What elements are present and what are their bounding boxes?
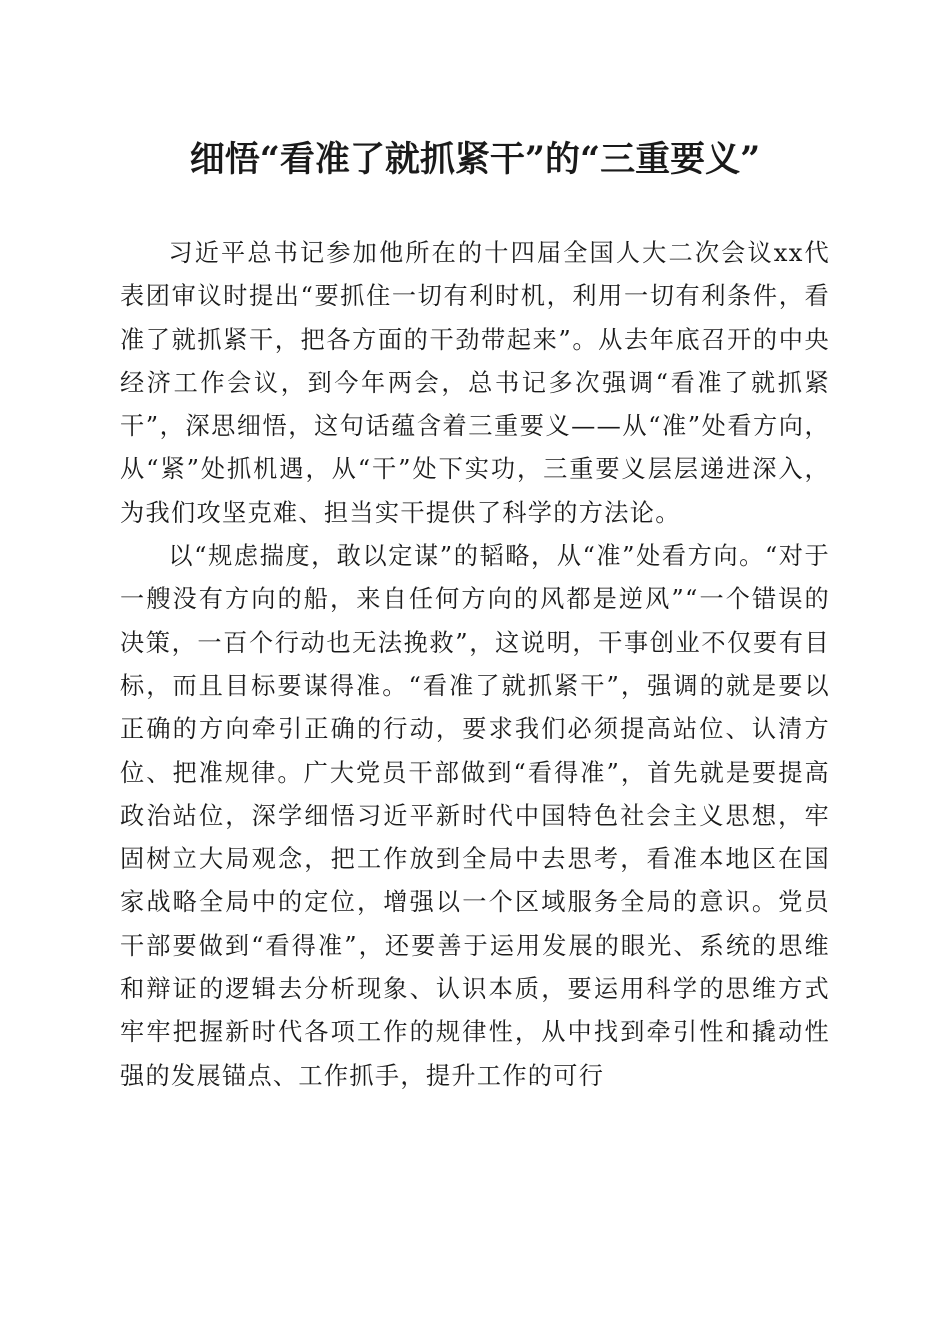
document-title: 细悟“看准了就抓紧干”的“三重要义” (189, 139, 761, 180)
paragraph-intro: 习近平总书记参加他所在的十四届全国人大二次会议xx代表团审议时提出“要抓住一切有利时机，利用一切有利条件，看准了就抓紧干，把各方面的干劲带起来”。从去年底召开的中央经济工作会议，到今年两会，总书记多次强调“看准了就抓紧干”，深思细悟，这句话蕴含着三重要义——从“准”处看方向，从“紧”处抓机遇，从“干”处下实功，三重要义层层递进深入，为我们攻坚克难、担当实干提供了科学的方法论。 (120, 239, 830, 527)
document-body (120, 232, 830, 1098)
paragraph-direction: 以“规虑揣度，敢以定谋”的韬略，从“准”处看方向。“对于一艘没有方向的船，来自任何方向的风都是逆风”“一个错误的决策，一百个行动也无法挽救”，这说明，干事创业不仅要有目标，而且目标要谋得准。“看准了就抓紧干”，强调的就是要以正确的方向牵引正确的行动，要求我们必须提高站位、认清方位、把准规律。广大党员干部做到“看得准”，首先就是要提高政治站位，深学细悟习近平新时代中国特色社会主义思想，牢固树立大局观念，把工作放到全局中去思考，看准本地区在国家战略全局中的定位，增强以一个区域服务全局的意识。党员干部要做到“看得准”，还要善于运用发展的眼光、系统的思维和辩证的逻辑去分析现象、认识本质，要运用科学的思维方式牢牢把握新时代各项工作的规律性，从中找到牵引性和撬动性强的发展锚点、工作抓手，提升工作的可行 (120, 542, 830, 1090)
